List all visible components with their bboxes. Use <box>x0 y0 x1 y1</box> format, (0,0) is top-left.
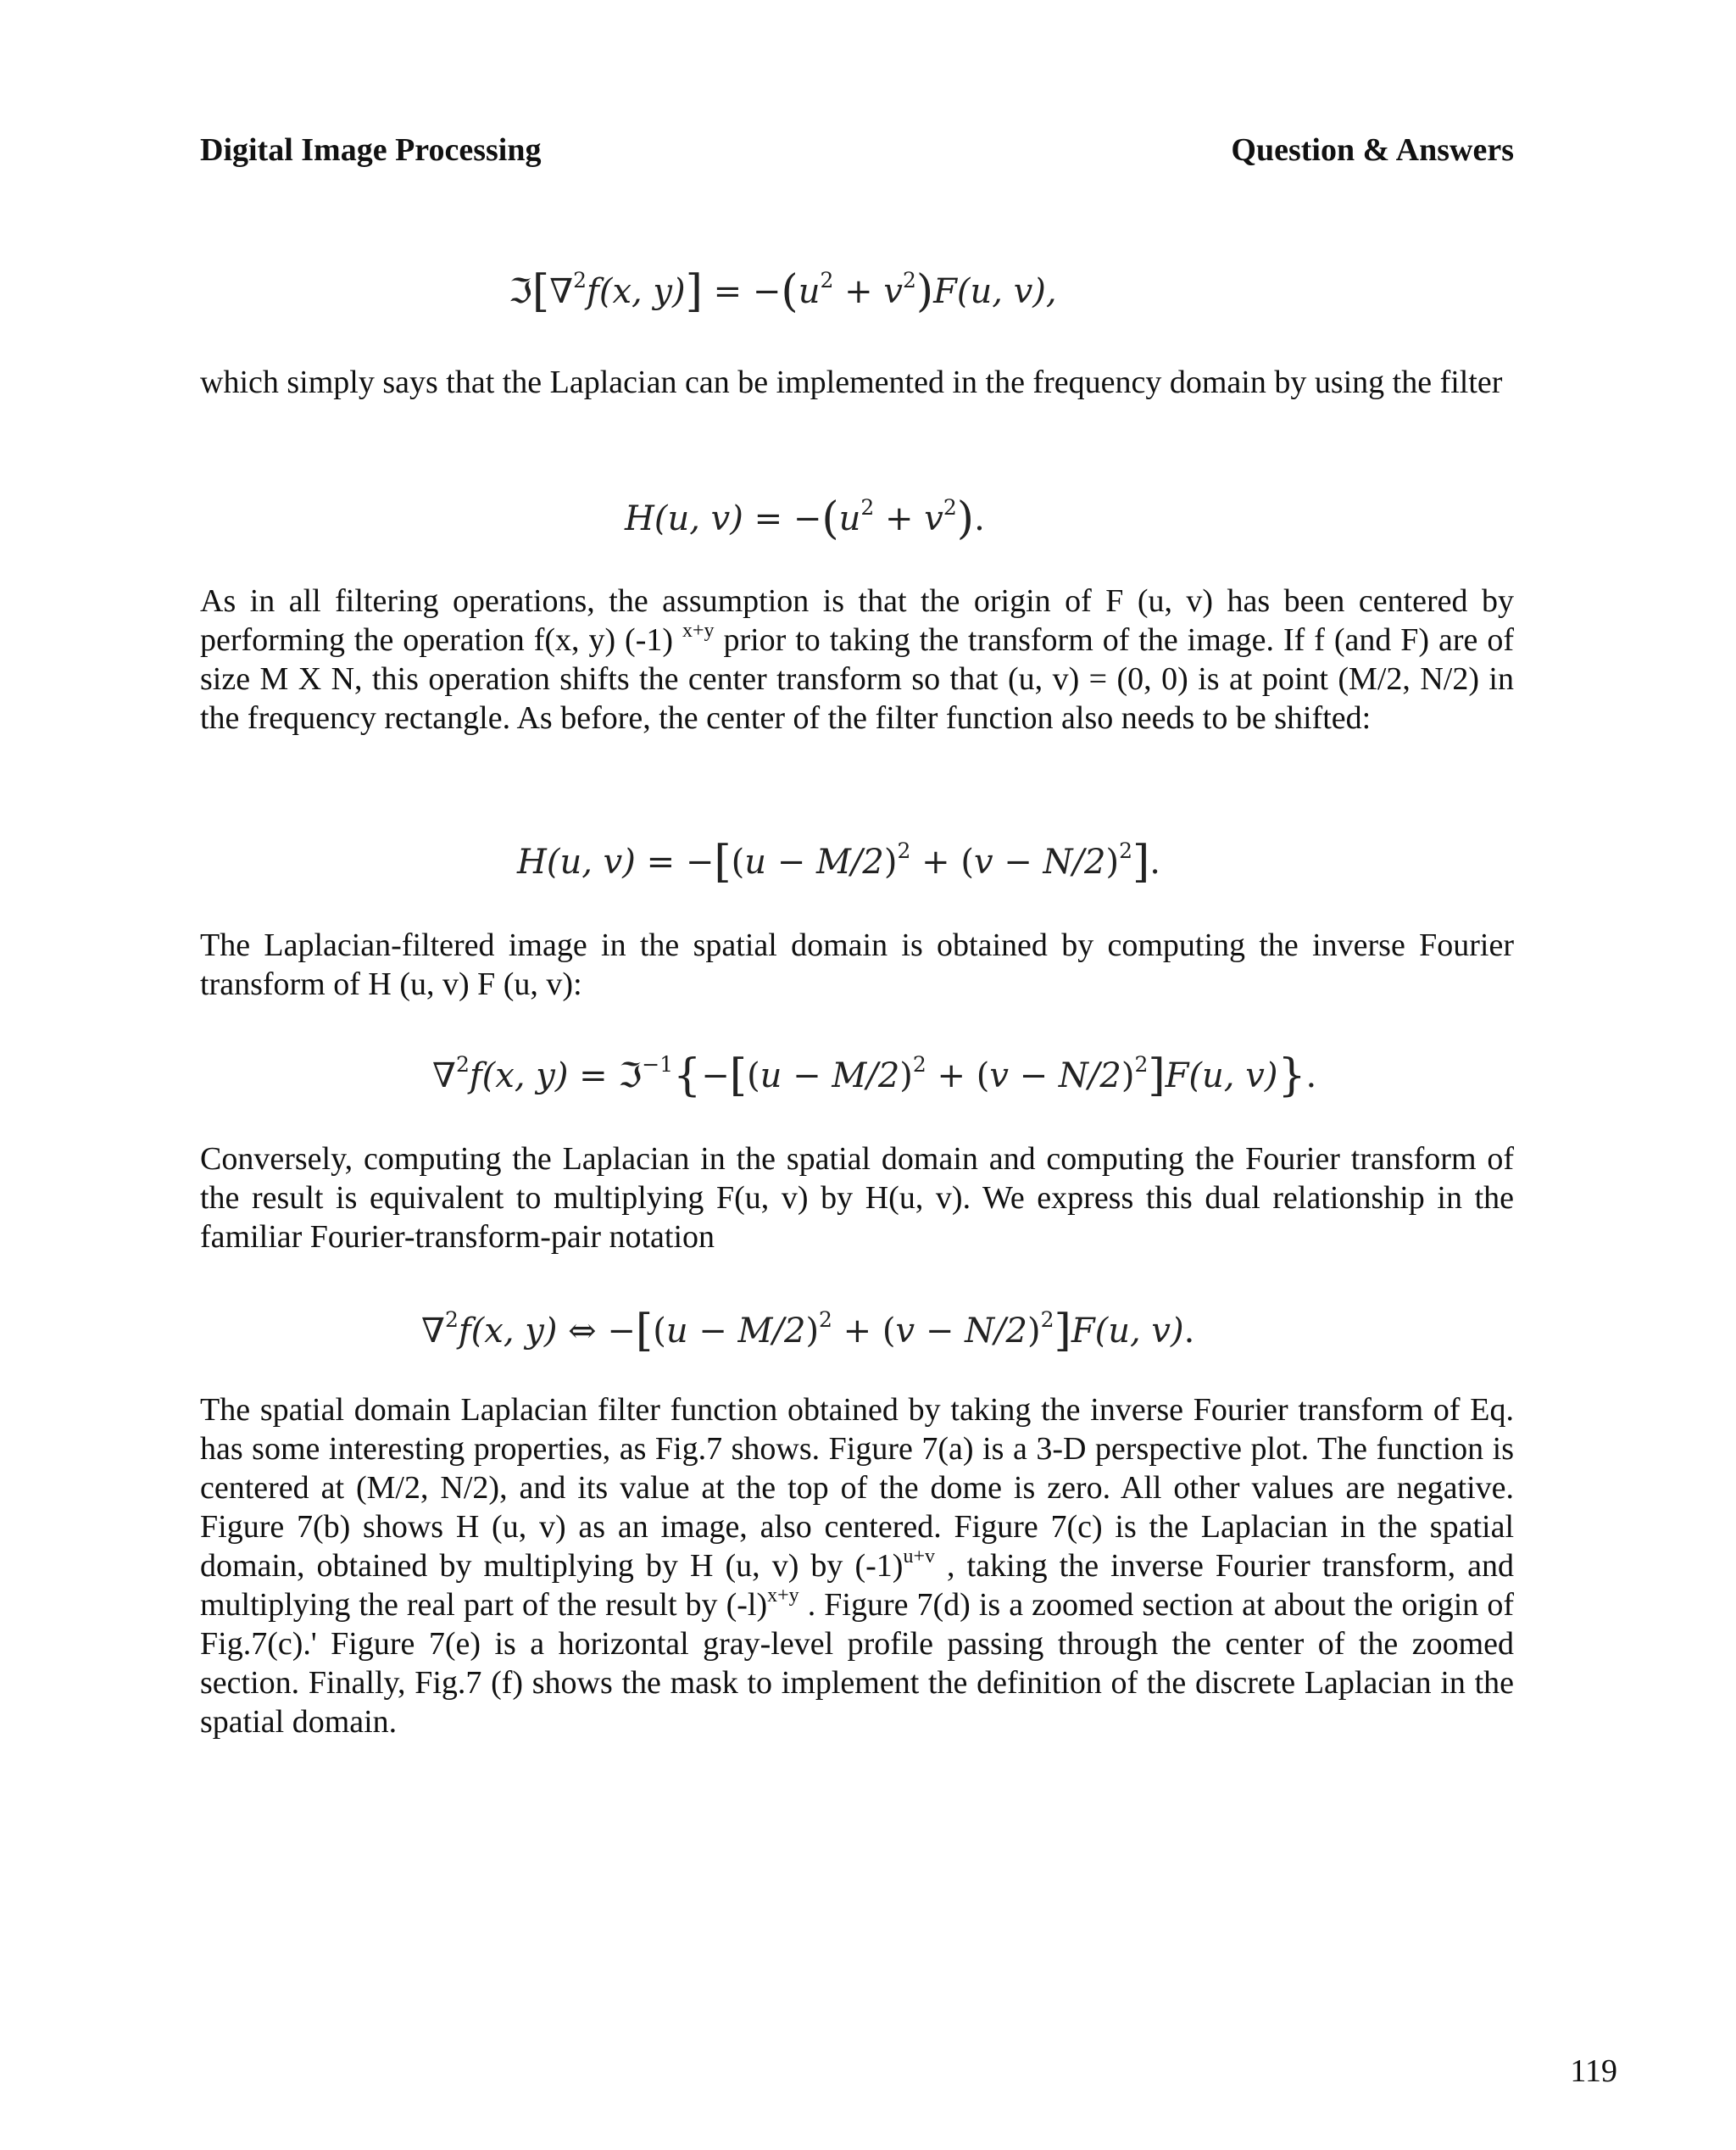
paragraph-figure-description <box>200 1390 1514 1741</box>
paragraph-centering <box>200 582 1514 738</box>
paragraph-filter-intro: which simply says that the Laplacian can be implemented in the frequency domain by using the filter <box>200 365 1503 400</box>
running-header-section: Question & Answers <box>1231 132 1514 168</box>
paragraph-inverse-transform: The Laplacian-filtered image in the spatial domain is obtained by computing the inverse Fourier transform of H (u, v) F (u, v): <box>200 927 1514 1002</box>
running-header-title: Digital Image Processing <box>200 132 542 168</box>
superscript-x-plus-y: x+y <box>682 620 715 642</box>
paragraph-figure-text-a: The spatial domain Laplacian filter function obtained by taking the inverse Fourier transform of Eq. has some interesting properties, as Fig.7 shows. Figure 7(a) is a 3-D perspective plot. The function is centered at (M/2, N/2), and its value at the top of the dome is zero. All other values are negative. Figure 7(b) shows H (u, v) as an image, also centered. Figure 7(c) is the Laplacian in the spatial domain, obtained by multiplying by H (u, v) by (-1) <box>200 1392 1514 1584</box>
equation-transform-pair: ∇$^2$f(x, y) ⇔ $-[(u - M/2)^2 + (v - N/2)^2]F(u$, v). <box>421 1306 1195 1356</box>
equation-spatial-laplacian: ∇$^2$f(x, y) = ℑ$^{-1}${−[(u − $M/2)^2 + (v - N/2)^2]F(u$, v)}. <box>432 1050 1317 1101</box>
paragraph-figure-text-c: . Figure 7(d) is a zoomed section at about the origin of Fig.7(c).' Figure 7(e) is a horizontal gray-level profile passing through the center of the zoomed section. Finally, Fig.7 (f) shows the mask to implement the definition of the discrete Laplacian in the spatial domain. <box>200 1587 1514 1740</box>
page-number: 119 <box>1570 2053 1617 2089</box>
paragraph-centering-text-b: prior to taking the transform of the image. If f (and F) are of size M X N, this operation shifts the center transform so that (u, v) = (0, 0) is at point (M/2, N/2) in the frequency rectangle. As before, the center of the filter function also needs to be shifted: <box>200 622 1514 736</box>
equation-shifted-filter: H(u, $v) = -[(u - M/2)^2 + (v - N/2)^2]$. <box>517 837 1160 888</box>
superscript-u-plus-v: u+v <box>903 1546 935 1568</box>
paragraph-dual-relationship: Conversely, computing the Laplacian in the spatial domain and computing the Fourier transform of the result is equivalent to multiplying F(u, v) by H(u, v). We express this dual relationship in the familiar Fourier-transform-pair notation <box>200 1141 1514 1255</box>
equation-laplacian-filter: H(u, $v) = -(u^2 + v^2)$. <box>625 493 985 544</box>
paragraph-figure-text-b: , taking the inverse Fourier transform, and multiplying the real part of the result by (-l) <box>200 1548 1515 1623</box>
paragraph-centering-text-a: As in all filtering operations, the assumption is that the origin of F (u, v) has been centered by performing the operation f(x, y) (-1) <box>200 583 1514 658</box>
superscript-x-plus-y-2: x+y <box>767 1585 799 1607</box>
equation-fourier-laplacian: ℑ[∇$^2$f(x, $y)] = -(u^2 + v^2)F(u$, v), <box>509 266 1057 317</box>
